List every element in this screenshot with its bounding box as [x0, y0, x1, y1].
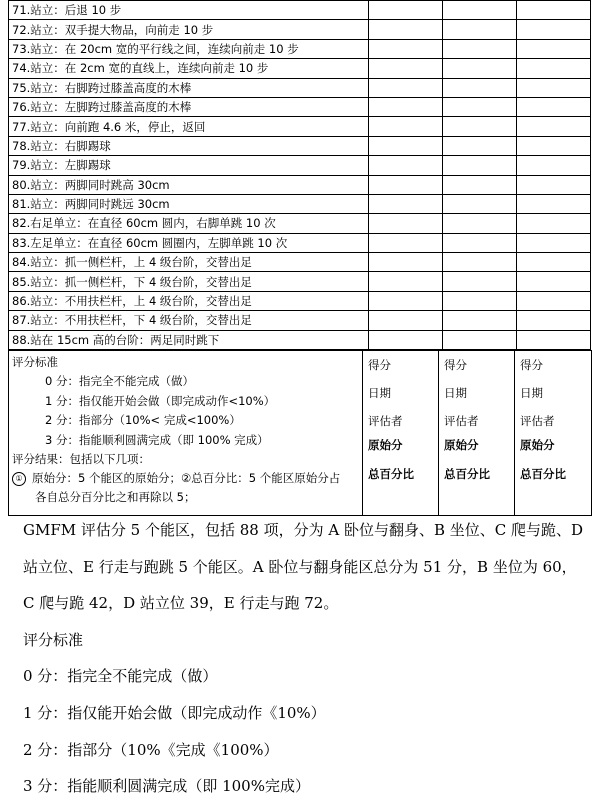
- item-label: 72.站立：双手提大物品，向前走 10 步: [9, 20, 369, 39]
- item-row: [9, 136, 591, 155]
- gmfm-form: [8, 0, 591, 516]
- score-cell[interactable]: [516, 175, 590, 194]
- item-row: [9, 117, 591, 136]
- score-cell[interactable]: [516, 136, 590, 155]
- score-cell[interactable]: [368, 97, 442, 116]
- score-cell[interactable]: [368, 175, 442, 194]
- score-cell[interactable]: [516, 330, 590, 349]
- score-cell[interactable]: [368, 253, 442, 272]
- note-number-1: ①: [12, 472, 26, 486]
- score-cell[interactable]: [442, 117, 516, 136]
- result-note: [12, 469, 359, 488]
- item-label: 77.站立：向前跑 4.6 米，停止，返回: [9, 117, 369, 136]
- score-cell[interactable]: [442, 156, 516, 175]
- criteria-cell: [9, 351, 363, 516]
- score-column-3: [515, 351, 592, 516]
- item-row: [9, 194, 591, 213]
- item-row: [9, 39, 591, 58]
- item-row: [9, 253, 591, 272]
- criteria-level-1: 1 分：指仅能开始会做（即完成动作<10%）: [45, 393, 276, 408]
- score-cell[interactable]: [442, 311, 516, 330]
- score-cell[interactable]: [516, 214, 590, 233]
- score-cell[interactable]: [442, 233, 516, 252]
- standard-level-2: 2 分：指部分（10%《完成《100%）: [23, 740, 279, 759]
- score-cell[interactable]: [442, 194, 516, 213]
- date-label: 日期: [368, 386, 391, 401]
- score-cell[interactable]: [368, 311, 442, 330]
- score-cell[interactable]: [516, 97, 590, 116]
- score-cell[interactable]: [442, 214, 516, 233]
- raw-score-label: 原始分: [520, 438, 555, 453]
- item-label: 86.站立：不用扶栏杆，上 4 级台阶，交替出足: [9, 291, 369, 310]
- date-label: 日期: [520, 386, 543, 401]
- score-cell[interactable]: [442, 1, 516, 20]
- item-label: 73.站立：在 20cm 宽的平行线之间，连续向前走 10 步: [9, 39, 369, 58]
- assessor-label: 评估者: [444, 414, 479, 429]
- score-label: 得分: [368, 358, 391, 373]
- item-label: 82.右足单立：在直径 60cm 圆内，右脚单跳 10 次: [9, 214, 369, 233]
- score-cell[interactable]: [516, 156, 590, 175]
- body-text: [23, 512, 583, 805]
- raw-score-label: 原始分: [368, 438, 403, 453]
- score-cell[interactable]: [442, 78, 516, 97]
- score-cell[interactable]: [442, 20, 516, 39]
- item-label: 75.站立：右脚跨过膝盖高度的木棒: [9, 78, 369, 97]
- score-cell[interactable]: [516, 233, 590, 252]
- score-cell[interactable]: [368, 1, 442, 20]
- item-row: [9, 20, 591, 39]
- criteria-level-0: 0 分：指完全不能完成（做）: [45, 374, 194, 389]
- score-cell[interactable]: [442, 59, 516, 78]
- result-title: 评分结果：包括以下几项：: [12, 452, 150, 467]
- score-cell[interactable]: [516, 78, 590, 97]
- score-cell[interactable]: [516, 20, 590, 39]
- score-cell[interactable]: [442, 253, 516, 272]
- score-cell[interactable]: [368, 272, 442, 291]
- score-label: 得分: [444, 358, 467, 373]
- score-column-1: [363, 351, 439, 516]
- raw-score-label: 原始分: [444, 438, 479, 453]
- score-cell[interactable]: [516, 272, 590, 291]
- score-column-2: [439, 351, 515, 516]
- item-label: 80.站立：两脚同时跳高 30cm: [9, 175, 369, 194]
- score-cell[interactable]: [516, 1, 590, 20]
- item-row: [9, 291, 591, 310]
- item-row: [9, 311, 591, 330]
- item-label: 74.站立：在 2cm 宽的直线上，连续向前走 10 步: [9, 59, 369, 78]
- item-label: 81.站立：两脚同时跳远 30cm: [9, 194, 369, 213]
- score-cell[interactable]: [442, 175, 516, 194]
- criteria-level-2: 2 分：指部分（10%< 完成<100%）: [45, 413, 241, 428]
- item-label: 85.站立：抓一侧栏杆，下 4 级台阶，交替出足: [9, 272, 369, 291]
- item-row: [9, 233, 591, 252]
- score-cell[interactable]: [368, 233, 442, 252]
- item-row: [9, 97, 591, 116]
- score-cell[interactable]: [442, 39, 516, 58]
- item-label: 84.站立：抓一侧栏杆，上 4 级台阶，交替出足: [9, 253, 369, 272]
- total-percent-label: 总百分比: [520, 467, 566, 482]
- score-cell[interactable]: [516, 253, 590, 272]
- item-row: [9, 156, 591, 175]
- item-row: [9, 272, 591, 291]
- score-cell[interactable]: [368, 156, 442, 175]
- total-percent-label: 总百分比: [444, 467, 490, 482]
- standard-level-1: 1 分：指仅能开始会做（即完成动作《10%）: [23, 703, 326, 722]
- score-cell[interactable]: [442, 291, 516, 310]
- intro-paragraph: GMFM 评估分 5 个能区，包括 88 项，分为 A 卧位与翻身、B 坐位、C 爬与跪、D 站立位、E 行走与跑跳 5 个能区。A 卧位与翻身能区总分为 51 分，B 坐位为 60，C 爬与跪 42，D 站立位 39，E 行走与跑 72。: [23, 521, 584, 613]
- score-cell[interactable]: [368, 194, 442, 213]
- score-cell[interactable]: [368, 291, 442, 310]
- note-line-1: 原始分：5 个能区的原始分；②总百分比：5 个能区原始分占: [32, 471, 341, 486]
- score-cell[interactable]: [368, 78, 442, 97]
- score-cell[interactable]: [516, 194, 590, 213]
- score-cell[interactable]: [368, 59, 442, 78]
- item-label: 78.站立：右脚踢球: [9, 136, 369, 155]
- score-cell[interactable]: [368, 117, 442, 136]
- assessor-label: 评估者: [368, 414, 403, 429]
- score-cell[interactable]: [516, 39, 590, 58]
- item-row: [9, 330, 591, 349]
- score-cell[interactable]: [516, 311, 590, 330]
- total-percent-label: 总百分比: [368, 467, 414, 482]
- items-table: [8, 0, 591, 350]
- criteria-level-3: 3 分：指能顺利圆满完成（即 100% 完成）: [45, 432, 269, 447]
- score-cell[interactable]: [368, 214, 442, 233]
- item-label: 83.左足单立：在直径 60cm 圆圈内，左脚单跳 10 次: [9, 233, 369, 252]
- date-label: 日期: [444, 386, 467, 401]
- item-row: [9, 59, 591, 78]
- item-row: [9, 175, 591, 194]
- item-label: 87.站立：不用扶栏杆，下 4 级台阶，交替出足: [9, 311, 369, 330]
- item-row: [9, 1, 591, 20]
- standard-title: 评分标准: [23, 630, 84, 649]
- note-line-2: 各自总分百分比之和再除以 5；: [35, 489, 196, 504]
- score-cell[interactable]: [368, 39, 442, 58]
- item-row: [9, 214, 591, 233]
- score-cell[interactable]: [516, 117, 590, 136]
- score-table: [8, 350, 592, 516]
- standard-level-3: 3 分：指能顺利圆满完成（即 100%完成）: [23, 777, 310, 796]
- score-cell[interactable]: [368, 20, 442, 39]
- score-cell[interactable]: [516, 291, 590, 310]
- item-row: [9, 78, 591, 97]
- score-cell[interactable]: [442, 330, 516, 349]
- item-label: 88.站在 15cm 高的台阶：两足同时跳下: [9, 330, 369, 349]
- assessor-label: 评估者: [520, 414, 555, 429]
- score-cell[interactable]: [442, 272, 516, 291]
- item-label: 76.站立：左脚跨过膝盖高度的木棒: [9, 97, 369, 116]
- criteria-title: 评分标准: [12, 355, 58, 370]
- item-label: 79.站立：左脚踢球: [9, 156, 369, 175]
- standard-level-0: 0 分：指完全不能完成（做）: [23, 667, 218, 686]
- score-cell[interactable]: [516, 59, 590, 78]
- score-cell[interactable]: [442, 136, 516, 155]
- score-cell[interactable]: [368, 330, 442, 349]
- score-label: 得分: [520, 358, 543, 373]
- item-label: 71.站立：后退 10 步: [9, 1, 369, 20]
- score-cell[interactable]: [442, 97, 516, 116]
- score-cell[interactable]: [368, 136, 442, 155]
